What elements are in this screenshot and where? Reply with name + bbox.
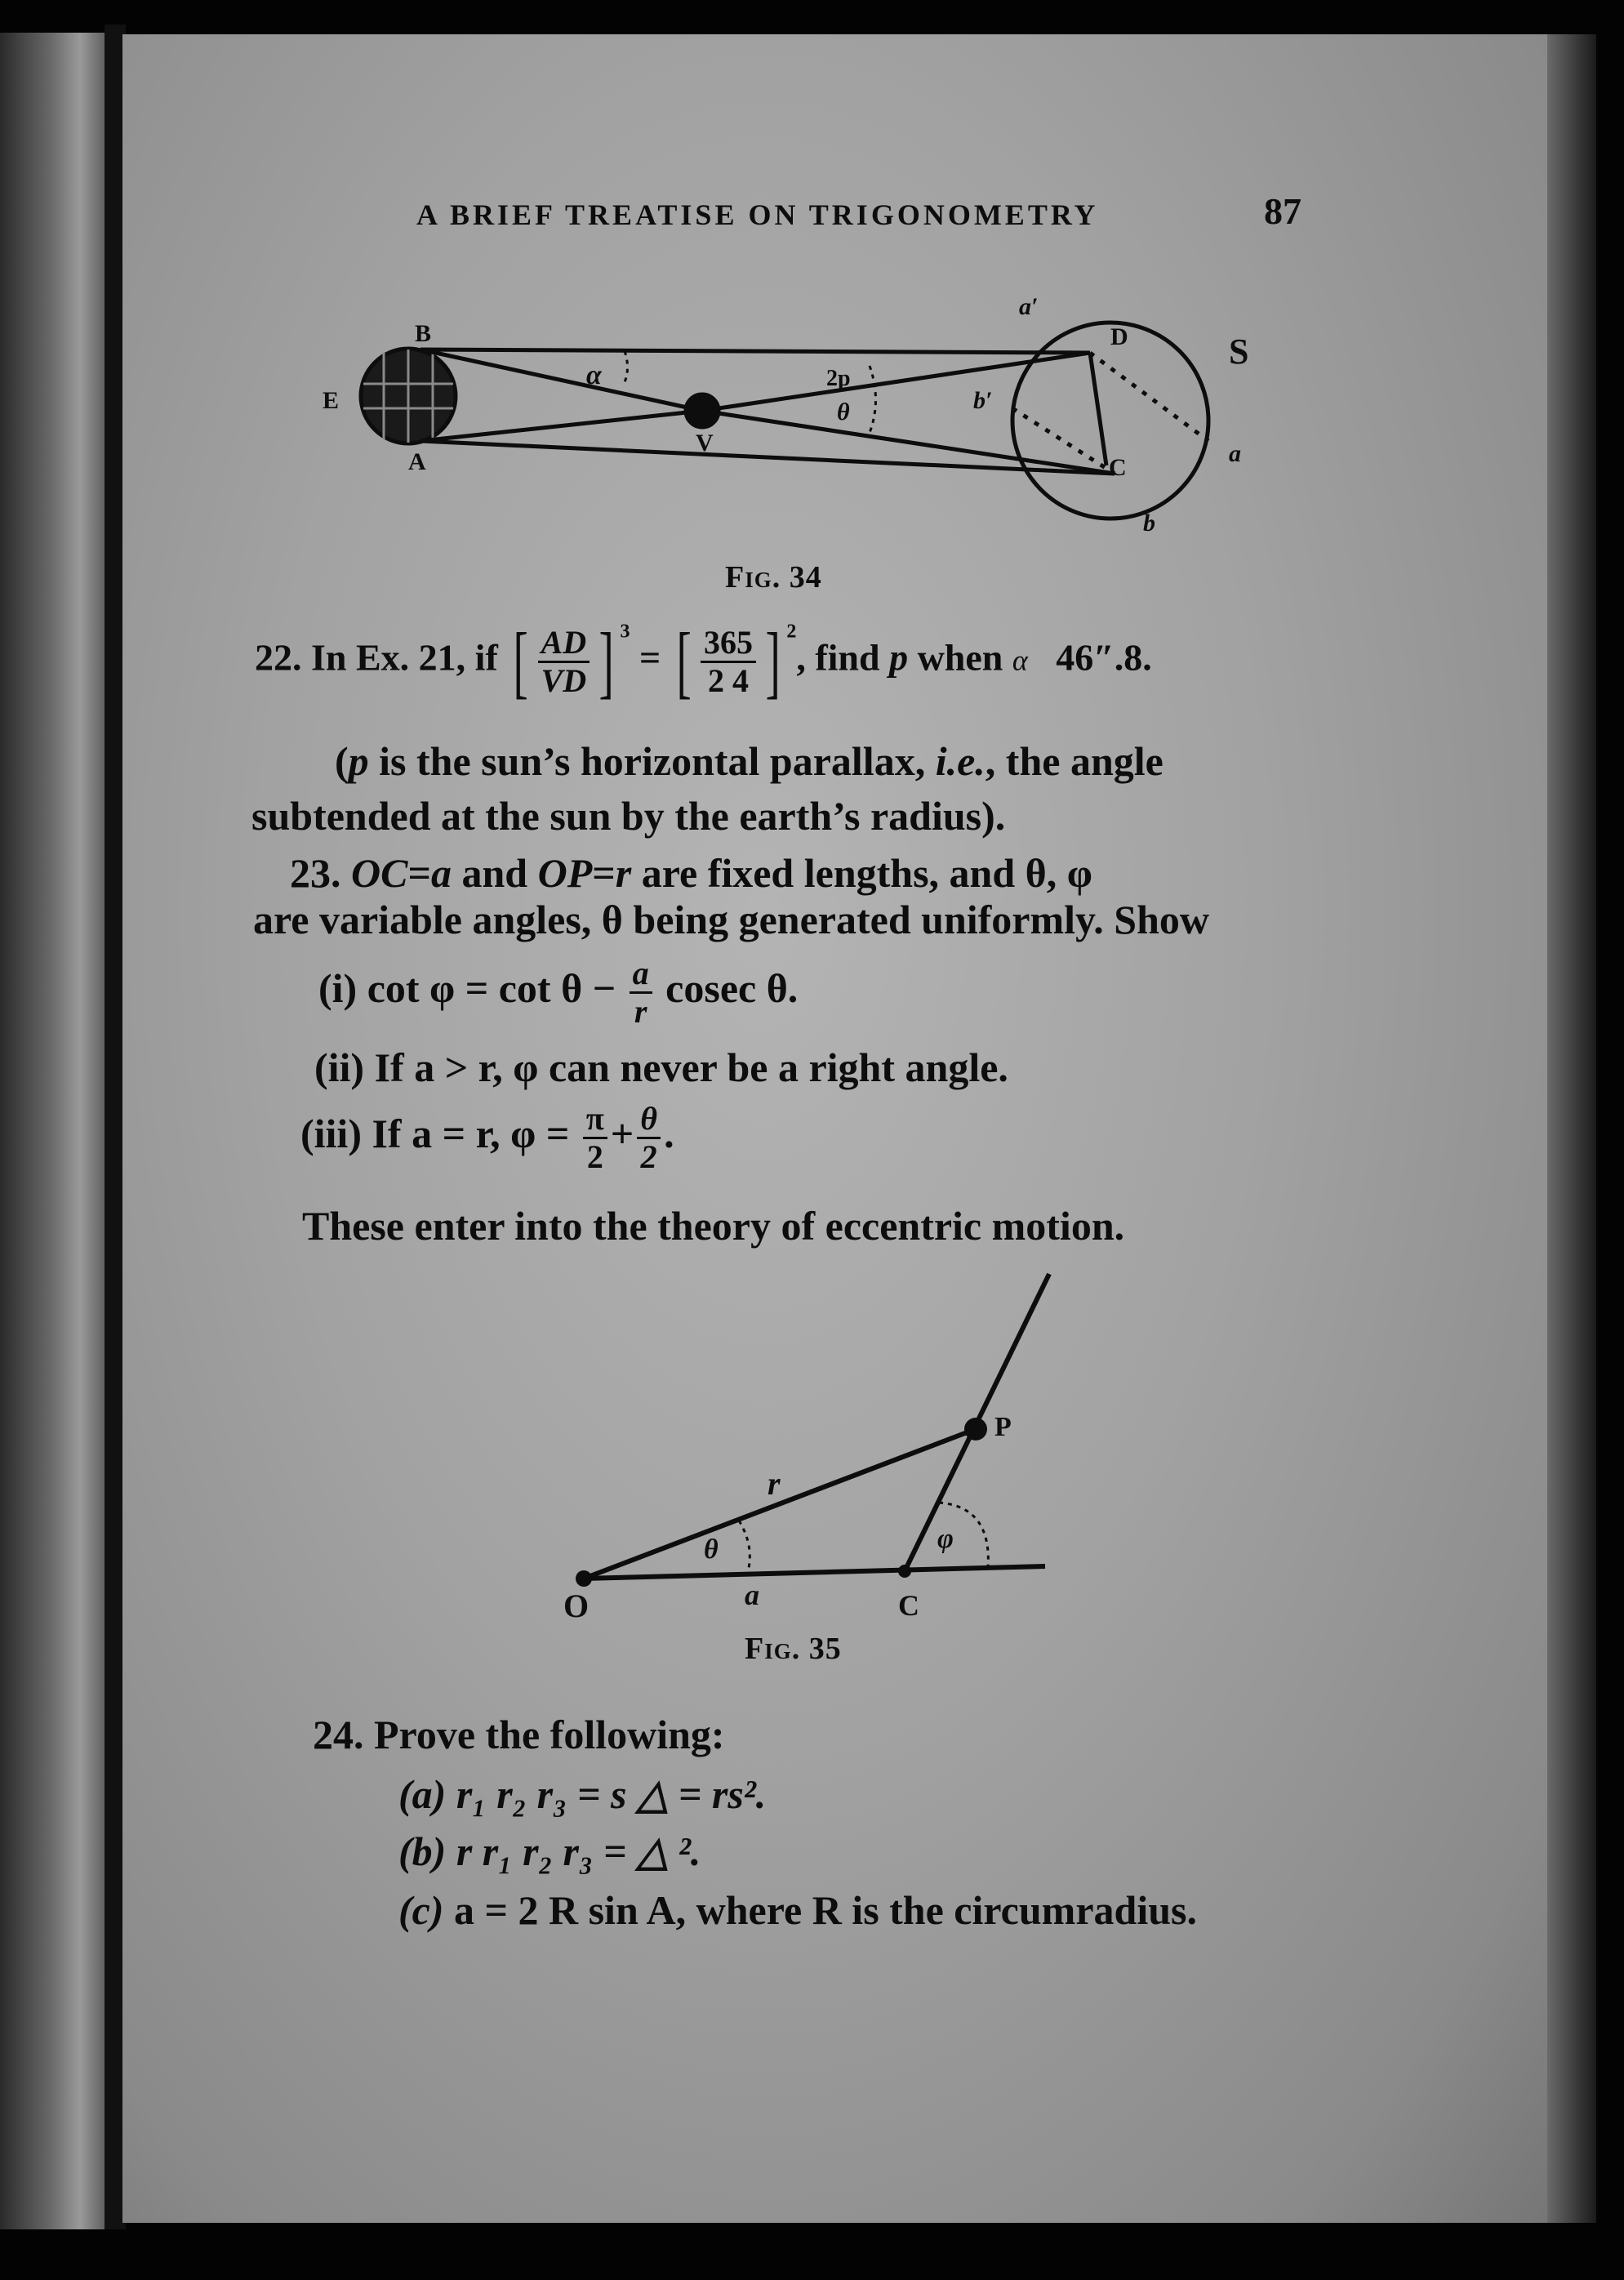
ex23-eq2: = [592,850,616,896]
label-a-prime: a′ [1019,293,1039,320]
label-c: C [1109,454,1127,481]
venus-dot [686,394,719,427]
figure-34 [0,0,1624,572]
figure-35-caption: Fig. 35 [745,1632,842,1666]
power-2: 2 [786,621,797,643]
label-a-35: a [745,1579,759,1611]
label-d: D [1110,323,1128,350]
ex22-eq: = [638,636,661,679]
label-theta-35: θ [704,1534,719,1565]
ex23-line2: are variable angles, θ being generated uniformly. Show [253,897,1209,942]
ex22-find: , find [796,636,880,679]
ex22-p: p [889,636,909,679]
ex24-part-c [398,1886,1197,1934]
angle-arc-theta [870,366,876,433]
part-iii-end: . [664,1110,674,1156]
label-phi: φ [937,1524,954,1554]
figure-34-caption: Fig. 34 [725,560,822,594]
label-v: V [696,430,714,456]
ex22-line1 [255,616,1152,706]
label-r: r [768,1465,781,1502]
fraction-a-over-r [630,955,652,1030]
label-2p: 2p [826,366,851,391]
part-b-label: (b) [398,1828,447,1874]
line-a-v-d [420,411,702,441]
ex23-part-iii [300,1101,674,1175]
ex23-r: r [615,850,632,896]
ex23-eq1: = [407,850,431,896]
part-i-rest: cosec θ. [665,964,799,1011]
line-o-p [584,1429,976,1579]
label-e: E [323,387,340,414]
figure-35 [0,1225,1624,1650]
part-b-expr: r r₁ r₂ r₃ = △ ². [456,1828,701,1874]
ex24-part-b [398,1828,701,1875]
label-b-prime: b′ [973,387,993,414]
label-theta: θ [837,399,850,425]
ex22-alpha: α [1012,643,1028,677]
ex22-line2-ie: i.e. [935,738,986,784]
fraction-ad-vd [538,625,590,699]
fraction-a: a [630,955,652,994]
fraction-vd: VD [541,661,587,699]
ex22-value: 46″.8. [1056,636,1152,679]
fraction-r: r [634,993,647,1030]
fraction-pi: π [583,1101,607,1139]
angle-arc-alpha [625,351,628,382]
label-a: A [408,448,426,475]
line-b-v-c [420,350,702,411]
fraction-365 [701,625,756,699]
line-o-extend [584,1566,1045,1579]
part-a-label: (a) [398,1771,447,1817]
fraction-theta-over-2 [637,1101,661,1175]
ex24-part-a [398,1770,766,1818]
ex23-line1-rest: are fixed lengths, and θ, φ [631,850,1092,896]
label-a-small: a [1229,440,1241,467]
page-number: 87 [1264,190,1301,232]
fraction-pi-over-2 [583,1101,607,1175]
fraction-365-num: 365 [701,625,756,663]
ex23-part-ii: (ii) If a > r, φ can never be a right angle. [314,1044,1008,1090]
ex22-line2 [335,737,1163,785]
ex23-closing: These enter into the theory of eccentric motion. [302,1203,1125,1249]
ex23-and: and [451,850,538,896]
part-iii-plus: + [610,1110,634,1156]
ex22-line2-p: p [348,738,369,784]
running-header: A BRIEF TREATISE ON TRIGONOMETRY [416,198,1099,231]
left-bracket-2: [ [676,616,692,706]
ex24-title: 24. Prove the following: [313,1712,725,1757]
label-c-35: C [898,1589,919,1622]
line-v-d [702,353,1090,411]
angle-arc-theta-35 [739,1521,750,1574]
label-s: S [1229,332,1249,372]
part-c-expr: a = 2 R sin A, where R is the circumradius. [454,1887,1197,1933]
ex22-line2-rest: is the sun’s horizontal parallax, [368,738,936,784]
label-p: P [994,1412,1012,1442]
label-alpha: α [586,360,602,390]
fraction-theta: θ [637,1101,661,1139]
label-b: B [415,320,432,347]
ex23-part-i [318,955,798,1030]
left-bracket: [ [513,616,529,706]
ex22-line3: subtended at the sun by the earth’s radius). [251,793,1006,839]
point-p [964,1418,987,1441]
fraction-ad: AD [538,625,590,663]
ex22-prefix: 22. In Ex. 21, if [255,636,498,679]
fraction-2a: 2 [586,1138,603,1175]
label-o: O [563,1588,590,1624]
fraction-365-den: 2 4 [708,661,749,699]
ex23-oc: OC [351,850,408,896]
part-i-label: (i) cot φ = cot θ − [318,964,616,1011]
line-b-d [420,350,1090,353]
ex23-number: 23. [290,850,341,896]
right-bracket-2: ] [765,616,781,706]
point-c [898,1565,911,1578]
ex23-line1 [290,849,1092,897]
power-3: 3 [620,621,630,643]
point-o [576,1570,592,1587]
part-iii-label: (iii) If a = r, φ = [300,1110,570,1156]
label-b-small: b [1143,510,1155,537]
ex22-line2-end: , the angle [985,738,1163,784]
ex22-when: when [917,636,1003,679]
part-a-expr: r₁ r₂ r₃ = s △ = rs². [456,1771,767,1817]
right-bracket: ] [598,616,614,706]
ex23-op: OP [537,850,593,896]
part-c-label: (c) [398,1887,444,1933]
fraction-2b: 2 [640,1138,657,1175]
ex22-paren: ( [335,738,349,784]
ex23-a: a [430,850,452,896]
line-d-c [1090,353,1106,465]
